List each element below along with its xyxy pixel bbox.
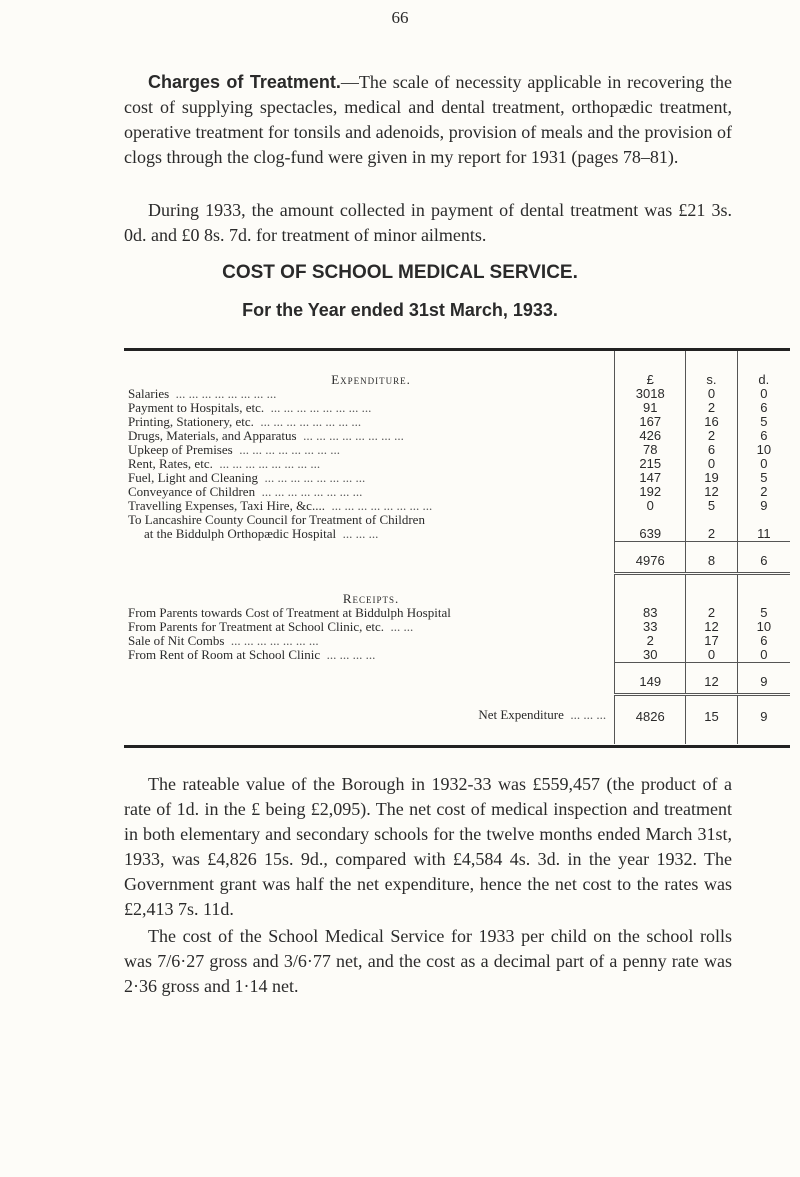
pence-value: 9 <box>737 662 790 694</box>
net-expenditure-label: Net Expenditure <box>478 707 564 722</box>
expenditure-item <box>124 485 615 499</box>
leader-dots: ... ... ... ... ... ... ... ... <box>253 414 362 429</box>
expenditure-item-label: Salaries <box>128 386 170 401</box>
pounds-value: 4826 <box>615 694 686 744</box>
leader-dots: ... ... ... ... ... ... ... <box>224 632 319 648</box>
pence-value: 0 <box>760 646 768 662</box>
receipt-item <box>124 606 615 620</box>
expenditure-item-label: Printing, Stationery, etc. <box>128 414 254 429</box>
expenditure-item <box>124 387 615 401</box>
pounds-value: 167 <box>615 415 686 429</box>
expenditure-item <box>124 499 615 513</box>
pence-value: 2 <box>760 484 768 499</box>
table-row <box>124 401 790 415</box>
expenditure-item <box>124 429 615 443</box>
table-row <box>124 574 790 606</box>
charges-text: —The scale of necessity applicable in recovering the cost of supplying spectacles, medical and dental treatment, orthopædic treatment, operative treatment for tonsils and adenoids, provision of meals and the provision of clogs through the clog-fund were given in my report for 1931 (pages 78–81). <box>124 72 733 167</box>
expenditure-item-label: Conveyance of Children <box>128 484 256 499</box>
per-child-paragraph <box>124 924 732 999</box>
table-row <box>124 542 790 574</box>
shillings-value: 2 <box>686 606 737 620</box>
receipt-item <box>124 648 615 663</box>
pounds-value <box>615 513 686 527</box>
receipt-item-label: From Parents for Treatment at School Clinic, etc. <box>128 618 384 634</box>
shillings-value: 2 <box>686 527 737 542</box>
pounds-value: 192 <box>615 485 686 499</box>
leader-dots: ... ... ... ... ... ... ... ... <box>255 484 363 499</box>
table-row <box>124 620 790 634</box>
shillings-value: 2 <box>686 401 737 415</box>
lancashire-item-label: To Lancashire County Council for Treatment of Children <box>128 512 425 527</box>
shillings-value: 8 <box>686 542 737 574</box>
leader-dots: ... ... ... ... ... ... ... ... <box>324 498 433 513</box>
expenditure-item-label: Upkeep of Premises <box>128 442 233 457</box>
charges-paragraph <box>124 70 732 170</box>
table-row <box>124 513 790 527</box>
table-row <box>124 443 790 457</box>
pence-value: 6 <box>760 632 768 648</box>
pounds-value: 91 <box>615 401 686 415</box>
table-row <box>124 457 790 471</box>
receipt-item <box>124 620 615 634</box>
pence-value: 6 <box>760 400 768 415</box>
pence-value: 5 <box>760 470 768 485</box>
expenditure-item-label: Rent, Rates, etc. <box>128 456 213 471</box>
pounds-value: 149 <box>615 662 686 694</box>
receipt-item-label: From Rent of Room at School Clinic <box>128 646 321 662</box>
shillings-value: 17 <box>686 634 737 648</box>
cost-table <box>124 348 790 748</box>
pounds-value: 83 <box>615 606 686 620</box>
pence-value: 10 <box>756 442 772 457</box>
shillings-value: 0 <box>686 648 737 663</box>
expenditure-item <box>124 471 615 485</box>
shillings-value: 0 <box>686 387 737 401</box>
table-row <box>124 648 790 663</box>
page-number: 66 <box>391 8 409 27</box>
receipts-title: Receipts. <box>342 590 400 606</box>
receipt-item-label: From Parents towards Cost of Treatment at Biddulph Hospital <box>128 604 451 620</box>
pounds-header: £ <box>615 351 686 387</box>
receipts-total-label <box>124 662 615 694</box>
lancashire-item <box>124 513 615 527</box>
table-row <box>124 415 790 429</box>
cost-heading: COST OF SCHOOL MEDICAL SERVICE. <box>222 262 578 283</box>
table-row <box>124 694 790 744</box>
pence-value: 9 <box>760 498 768 513</box>
shillings-value: 0 <box>686 457 737 471</box>
shillings-value <box>686 513 737 527</box>
leader-dots: ... ... ... <box>336 526 379 541</box>
pounds-value: 215 <box>615 457 686 471</box>
year-heading: For the Year ended 31st March, 1933. <box>242 300 558 320</box>
expenditure-item <box>124 401 615 415</box>
expenditure-item <box>124 443 615 457</box>
pounds-value: 147 <box>615 471 686 485</box>
pounds-value: 33 <box>615 620 686 634</box>
table-row <box>124 606 790 620</box>
per-child-text: The cost of the School Medical Service for 1933 per child on the school rolls was 7/6·27 gross and 3/6·77 net, and the cost as a decimal part of a penny rate was 2·36 gross and 1·14 net. <box>124 926 732 996</box>
receipt-item-label: Sale of Nit Combs <box>128 632 225 648</box>
pence-value: 6 <box>737 542 790 574</box>
charges-lead: Charges of Treatment. <box>148 72 341 92</box>
shillings-value: 6 <box>686 443 737 457</box>
expenditure-item-label: Fuel, Light and Cleaning <box>128 470 258 485</box>
table-row <box>124 662 790 694</box>
pounds-value: 4976 <box>615 542 686 574</box>
pounds-value: 0 <box>615 499 686 513</box>
leader-dots: ... ... ... ... ... ... ... ... <box>232 442 340 457</box>
shillings-value: 16 <box>686 415 737 429</box>
pounds-value: 426 <box>615 429 686 443</box>
pounds-value: 639 <box>615 527 686 542</box>
table-row <box>124 429 790 443</box>
shillings-value: 19 <box>686 471 737 485</box>
pounds-value: 78 <box>615 443 686 457</box>
leader-dots: ... ... ... ... ... ... ... ... <box>264 400 372 415</box>
table-row <box>124 485 790 499</box>
leader-dots: ... ... ... ... ... ... ... ... <box>169 386 277 401</box>
expenditure-total-label <box>124 542 615 574</box>
expenditure-item-label: Drugs, Materials, and Apparatus <box>128 428 297 443</box>
pence-value: 0 <box>760 456 768 471</box>
pence-value <box>737 513 790 527</box>
shillings-value: 12 <box>686 620 737 634</box>
pounds-value: 2 <box>615 634 686 648</box>
rateable-text: The rateable value of the Borough in 1932-33 was £559,457 (the product of a rate of 1d. in the £ being £2,095). The net cost of medical inspection and treatment in both elementary and secondary schools for the twelve months ended March 31st, 1933, was £4,826 15s. 9d., compared with £4,584 4s. 3d. in the year 1932. The Government grant was half the net expenditure, hence the net cost to the rates was £2,413 7s. 11d. <box>124 774 732 919</box>
table-row <box>124 471 790 485</box>
table-row <box>124 499 790 513</box>
receipt-item <box>124 634 615 648</box>
pence-value: 6 <box>760 428 768 443</box>
leader-dots: ... ... <box>384 618 414 634</box>
pence-value: 11 <box>757 526 771 541</box>
shillings-value: 2 <box>686 429 737 443</box>
shillings-value: 15 <box>686 694 737 744</box>
pence-value: 9 <box>760 708 768 724</box>
pounds-value <box>615 574 686 606</box>
leader-dots: ... ... ... ... ... ... ... ... <box>257 470 366 485</box>
expenditure-item-label: Payment to Hospitals, etc. <box>128 400 265 415</box>
leader-dots: ... ... ... <box>563 707 607 722</box>
pounds-value: 30 <box>615 648 686 663</box>
expenditure-item-label: Travelling Expenses, Taxi Hire, &c.... <box>128 498 325 513</box>
pence-header: d. <box>758 372 770 387</box>
pounds-value: 3018 <box>615 387 686 401</box>
net-expenditure <box>124 694 615 744</box>
expenditure-item <box>124 415 615 429</box>
shillings-value <box>686 574 737 606</box>
pence-value: 5 <box>760 414 768 429</box>
pence-value <box>737 574 790 606</box>
dental-text: During 1933, the amount collected in payment of dental treatment was £21 3s. 0d. and £0 8s. 7d. for treatment of minor ailments. <box>124 200 732 245</box>
shillings-value: 12 <box>686 662 737 694</box>
pence-value: 0 <box>760 386 768 401</box>
table-row <box>124 527 790 542</box>
leader-dots: ... ... ... ... ... ... ... ... <box>212 456 321 471</box>
rateable-paragraph <box>124 772 732 922</box>
table-row <box>124 634 790 648</box>
lancashire-item-cont <box>124 527 615 542</box>
table-row <box>124 387 790 401</box>
shillings-header: s. <box>686 351 737 387</box>
shillings-value: 12 <box>686 485 737 499</box>
leader-dots: ... ... ... ... <box>320 646 376 662</box>
leader-dots: ... ... ... ... ... ... ... ... <box>296 428 404 443</box>
dental-paragraph <box>124 198 732 248</box>
expenditure-item <box>124 457 615 471</box>
shillings-value: 5 <box>686 499 737 513</box>
expenditure-title: Expenditure. <box>331 372 411 387</box>
lancashire-item-cont-label: at the Biddulph Orthopædic Hospital <box>144 526 337 541</box>
pence-value: 10 <box>756 618 772 634</box>
pence-value: 5 <box>760 604 768 620</box>
